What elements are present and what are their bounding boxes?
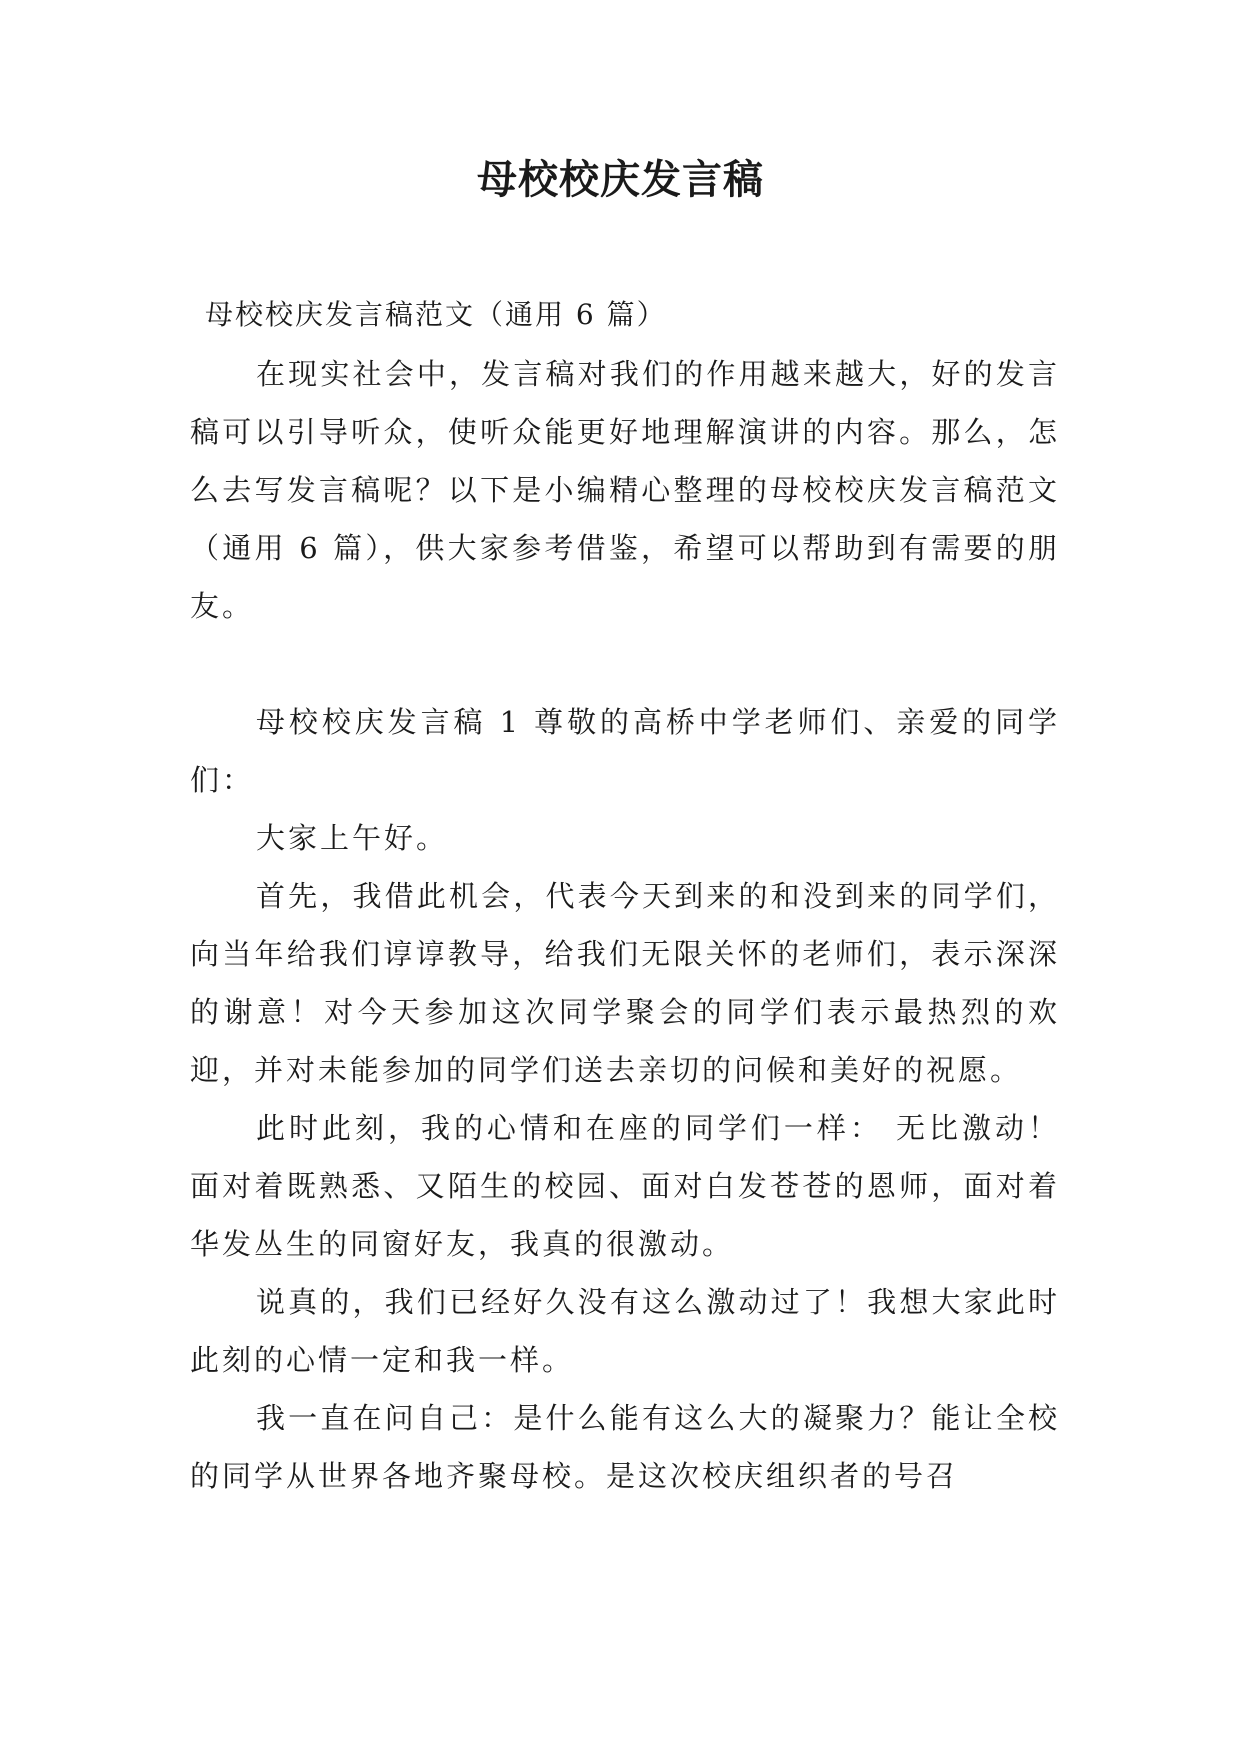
- thanks-paragraph: 首先，我借此机会，代表今天到来的和没到来的同学们，向当年给我们谆谆教导，给我们无限关怀的老师们，表示深深的谢意！对今天参加这次同学聚会的同学们表示最热烈的欢迎，并对未能参加的同学们送去亲切的问候和美好的祝愿。: [190, 879, 1060, 1087]
- emotion-paragraph: 此时此刻，我的心情和在座的同学们一样： 无比激动！面对着既熟悉、又陌生的校园、面对白发苍苍的恩师，面对着华发丛生的同窗好友，我真的很激动。: [190, 1111, 1060, 1261]
- document-body: [190, 345, 1060, 1505]
- greeting-paragraph: 大家上午好。: [256, 821, 449, 855]
- excitement-paragraph: 说真的，我们已经好久没有这么激动过了！我想大家此时此刻的心情一定和我一样。: [190, 1285, 1060, 1377]
- intro-paragraph: 在现实社会中，发言稿对我们的作用越来越大，好的发言稿可以引导听众，使听众能更好地理解演讲的内容。那么，怎么去写发言稿呢？以下是小编精心整理的母校校庆发言稿范文（通用 6 篇），供大家参考借鉴，希望可以帮助到有需要的朋友。: [190, 357, 1060, 623]
- paragraph-spacer: [190, 635, 1060, 693]
- question-paragraph: 我一直在问自己：是什么能有这么大的凝聚力？能让全校的同学从世界各地齐聚母校。是这次校庆组织者的号召: [190, 1401, 1060, 1493]
- speech-opening-paragraph: 母校校庆发言稿 1 尊敬的高桥中学老师们、亲爱的同学们：: [190, 705, 1060, 797]
- document-subtitle: 母校校庆发言稿范文（通用 6 篇）: [205, 298, 667, 331]
- document-title: 母校校庆发言稿: [477, 156, 764, 203]
